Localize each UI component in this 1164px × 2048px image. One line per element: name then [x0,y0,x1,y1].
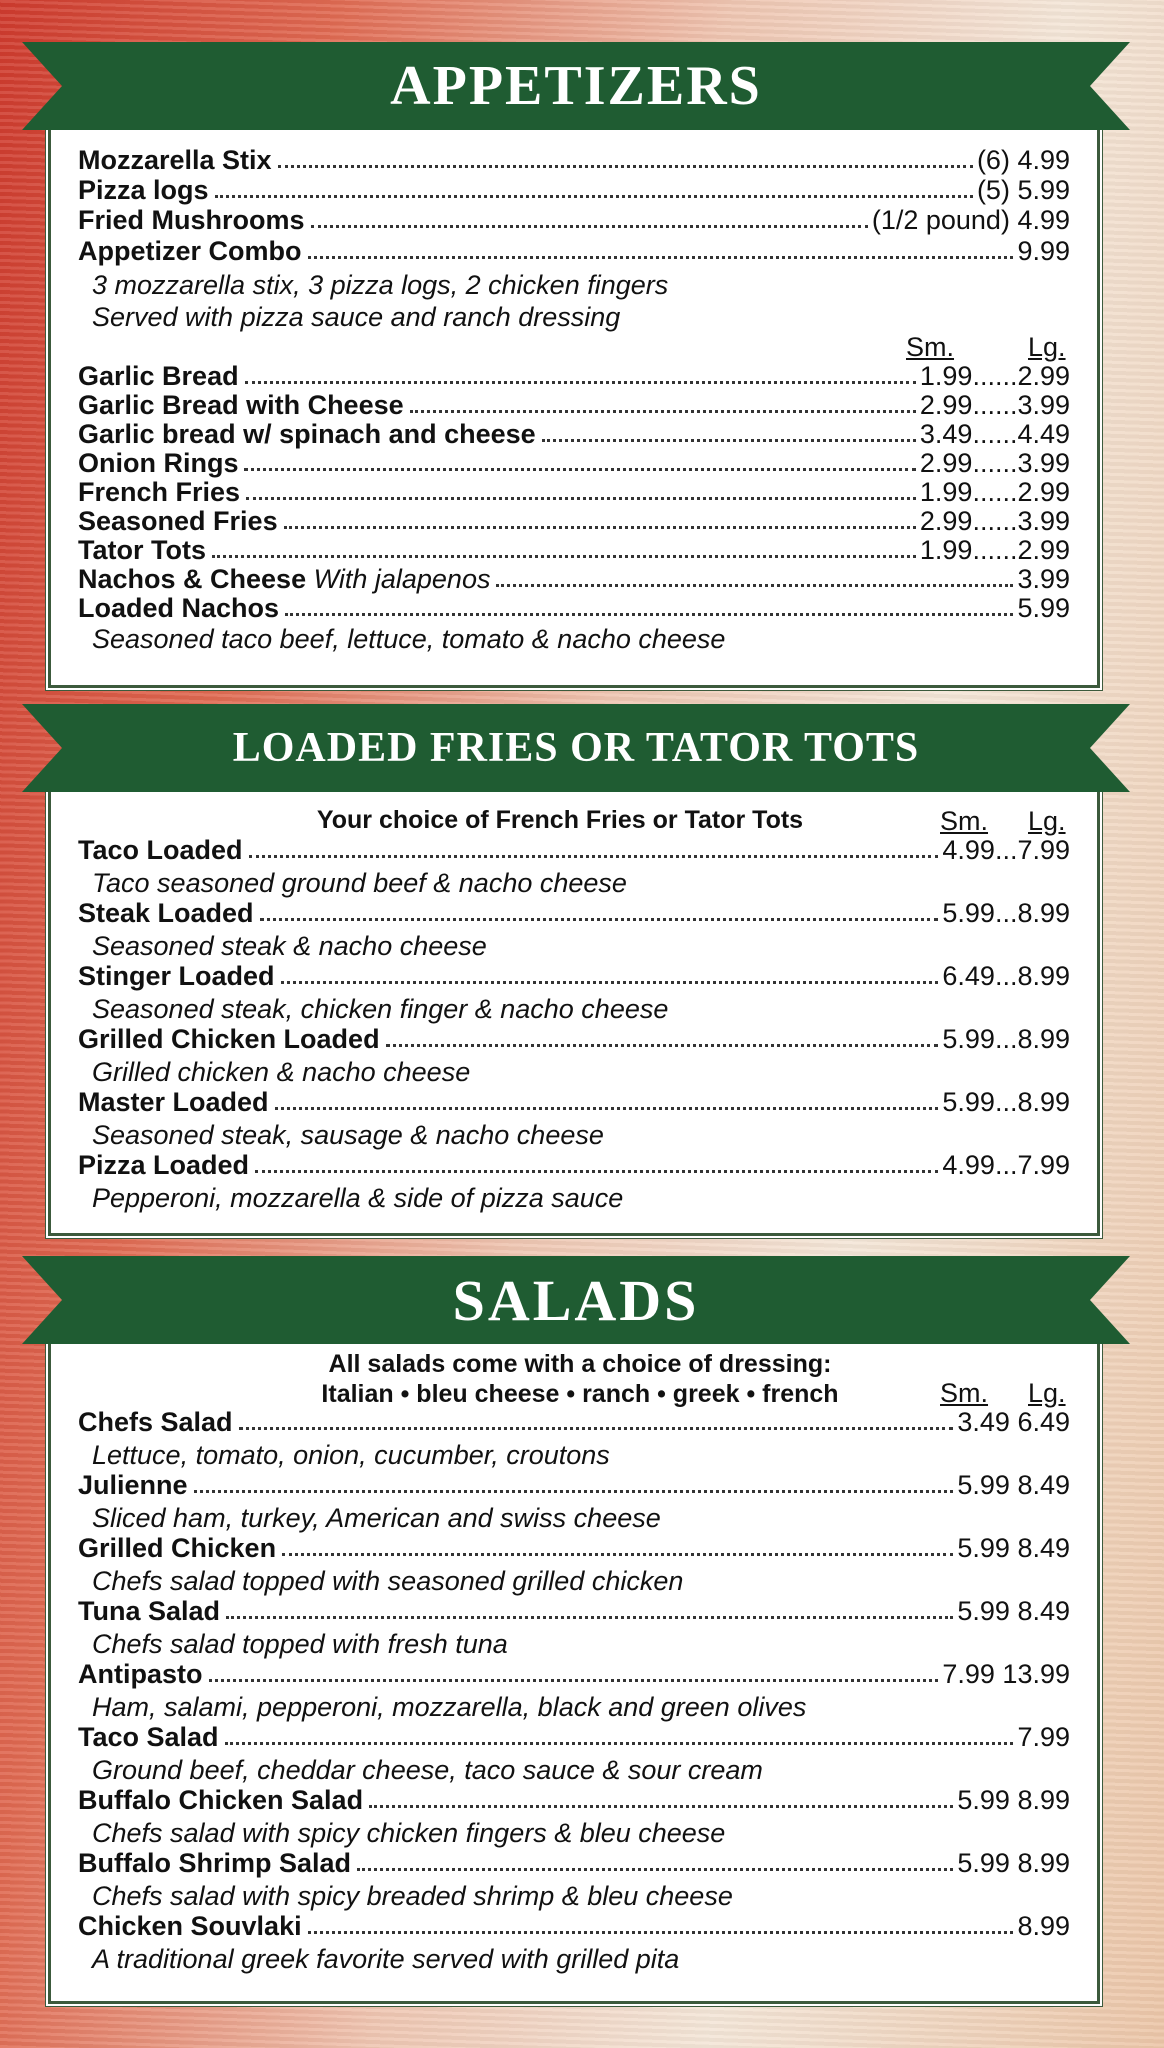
menu-item [78,478,1070,507]
item-note: With jalapenos [313,564,491,594]
menu-item [78,1471,1070,1500]
leader-dots [226,1616,953,1619]
leader-dots [308,1931,1014,1934]
menu-item [78,962,1070,991]
item-name: Garlic bread w/ spinach and cheese [78,419,536,449]
leader-dots [215,195,973,198]
leader-dots [496,584,1013,587]
size-header-lg: Lg. [1028,1378,1066,1408]
item-price: 5.99 8.49 [957,1470,1070,1500]
item-price: (6) 4.99 [976,145,1070,175]
size-header-sm: Sm. [940,1378,989,1408]
item-name: Antipasto [78,1659,203,1689]
menu-item [78,565,1070,594]
leader-dots [249,855,939,858]
menu-item [78,362,1070,391]
item-description: Grilled chicken & nacho cheese [92,1057,471,1087]
item-price: 5.99 8.99 [957,1848,1070,1878]
item-price: 8.99 [1017,1911,1070,1941]
item-name: Taco Loaded [78,835,243,865]
item-description: Seasoned steak & nacho cheese [92,931,487,961]
item-price: (1/2 pound) 4.99 [871,205,1070,235]
appetizers-banner [22,42,1130,130]
item-description: Seasoned steak, chicken finger & nacho cheese [92,994,669,1024]
item-description: Seasoned steak, sausage & nacho cheese [92,1120,604,1150]
item-description: Seasoned taco beef, lettuce, tomato & nacho cheese [92,624,726,654]
item-name [78,565,490,594]
menu-item [78,1408,1070,1437]
menu-item [78,237,1070,266]
item-name-text: Nachos & Cheese [78,564,307,594]
item-name: Chicken Souvlaki [78,1911,302,1941]
item-name: Tuna Salad [78,1596,221,1626]
item-description: Chefs salad with spicy breaded shrimp & bleu cheese [92,1881,733,1911]
leader-dots [278,165,973,168]
item-description: Taco seasoned ground beef & nacho cheese [92,868,627,898]
item-price: 5.99 [1017,593,1070,623]
item-description: Pepperoni, mozzarella & side of pizza sauce [92,1183,624,1213]
menu-item [78,449,1070,478]
item-name: Master Loaded [78,1087,269,1117]
item-price: 5.99 8.99 [957,1785,1070,1815]
leader-dots [410,410,916,413]
item-description: Ground beef, cheddar cheese, taco sauce & sour cream [92,1755,763,1785]
item-name: French Fries [78,477,241,507]
item-description: Chefs salad topped with fresh tuna [92,1629,508,1659]
leader-dots [239,1427,954,1430]
leader-dots [285,613,1013,616]
menu-item [78,1088,1070,1117]
leader-dots [245,381,916,384]
leader-dots [212,555,916,558]
loaded-intro: Your choice of French Fries or Tator Tots [316,806,804,834]
item-name: Steak Loaded [78,898,254,928]
leader-dots [244,468,915,471]
appetizers-title: APPETIZERS [390,55,762,117]
leader-dots [542,439,916,442]
item-description: A traditional greek favorite served with grilled pita [92,1944,680,1974]
menu-item [78,899,1070,928]
item-name: Tator Tots [78,535,206,565]
item-price: 7.99 [1017,1722,1070,1752]
item-name: Garlic Bread with Cheese [78,390,404,420]
salads-banner [22,1256,1130,1344]
item-price: 4.99...7.99 [942,835,1070,865]
item-price: 1.99......2.99 [919,535,1070,565]
item-description: Lettuce, tomato, onion, cucumber, croutons [92,1440,610,1470]
leader-dots [284,526,916,529]
menu-item [78,176,1070,205]
item-name: Appetizer Combo [78,236,302,266]
item-price: (5) 5.99 [976,175,1070,205]
item-description: Sliced ham, turkey, American and swiss cheese [92,1503,661,1533]
item-description: Chefs salad with spicy chicken fingers & bleu cheese [92,1818,726,1848]
item-name: Loaded Nachos [78,593,280,623]
leader-dots [225,1742,1014,1745]
menu-item [78,836,1070,865]
item-name: Onion Rings [78,448,239,478]
leader-dots [308,256,1014,259]
item-price: 2.99......3.99 [919,506,1070,536]
item-name: Chefs Salad [78,1407,233,1437]
loaded-banner [22,704,1130,792]
item-description: Served with pizza sauce and ranch dressing [92,302,621,332]
item-price: 4.99...7.99 [942,1150,1070,1180]
leader-dots [386,1044,939,1047]
menu-item [78,1786,1070,1815]
item-name: Garlic Bread [78,361,239,391]
item-name: Seasoned Fries [78,506,278,536]
leader-dots [357,1868,953,1871]
menu-item [78,206,1070,235]
item-name: Buffalo Chicken Salad [78,1785,364,1815]
menu-item [78,536,1070,565]
loaded-title: LOADED FRIES OR TATOR TOTS [232,725,920,771]
item-name: Pizza Loaded [78,1150,250,1180]
item-price: 6.49...8.99 [942,961,1070,991]
item-price: 5.99...8.99 [942,1024,1070,1054]
item-name: Pizza logs [78,175,209,205]
item-price: 5.99 8.49 [957,1596,1070,1626]
item-description: Ham, salami, pepperoni, mozzarella, black and green olives [92,1692,807,1722]
salads-intro-line1: All salads come with a choice of dressing: [328,1350,832,1378]
item-price: 7.99 13.99 [942,1659,1070,1689]
item-price: 3.49 6.49 [957,1407,1070,1437]
item-price: 1.99......2.99 [919,361,1070,391]
item-price: 9.99 [1017,236,1070,266]
menu-item [78,420,1070,449]
leader-dots [369,1805,953,1808]
item-name: Grilled Chicken Loaded [78,1024,380,1054]
size-header-lg: Lg. [1028,806,1066,836]
menu-item [78,146,1070,175]
menu-item [78,507,1070,536]
menu-item [78,1849,1070,1878]
menu-item [78,1534,1070,1563]
leader-dots [194,1490,954,1493]
leader-dots [255,1170,938,1173]
menu-item [78,1912,1070,1941]
item-name: Mozzarella Stix [78,145,272,175]
item-price: 5.99...8.99 [942,898,1070,928]
leader-dots [246,497,916,500]
menu-item [78,1151,1070,1180]
menu-item [78,1597,1070,1626]
item-price: 1.99......2.99 [919,477,1070,507]
size-header-sm: Sm. [906,332,955,362]
leader-dots [282,1553,953,1556]
item-price: 3.99 [1017,564,1070,594]
menu-item [78,594,1070,623]
menu-item [78,391,1070,420]
item-name: Grilled Chicken [78,1533,277,1563]
salads-title: SALADS [452,1267,700,1333]
leader-dots [209,1679,939,1682]
size-header-lg: Lg. [1028,332,1066,362]
item-price: 3.49......4.49 [919,419,1070,449]
item-name: Buffalo Shrimp Salad [78,1848,352,1878]
menu-item [78,1723,1070,1752]
item-price: 5.99...8.99 [942,1087,1070,1117]
leader-dots [281,981,939,984]
item-name: Stinger Loaded [78,961,275,991]
leader-dots [260,918,939,921]
leader-dots [311,225,868,228]
item-price: 2.99......3.99 [919,390,1070,420]
item-price: 5.99 8.49 [957,1533,1070,1563]
item-description: 3 mozzarella stix, 3 pizza logs, 2 chicken fingers [92,270,669,300]
menu-item [78,1660,1070,1689]
item-name: Taco Salad [78,1722,219,1752]
menu-item [78,1025,1070,1054]
salads-intro-line2: Italian • bleu cheese • ranch • greek • french [321,1380,839,1408]
item-description: Chefs salad topped with seasoned grilled chicken [92,1566,684,1596]
item-price: 2.99......3.99 [919,448,1070,478]
size-header-sm: Sm. [940,806,989,836]
leader-dots [275,1107,939,1110]
item-name: Julienne [78,1470,188,1500]
item-name: Fried Mushrooms [78,205,305,235]
